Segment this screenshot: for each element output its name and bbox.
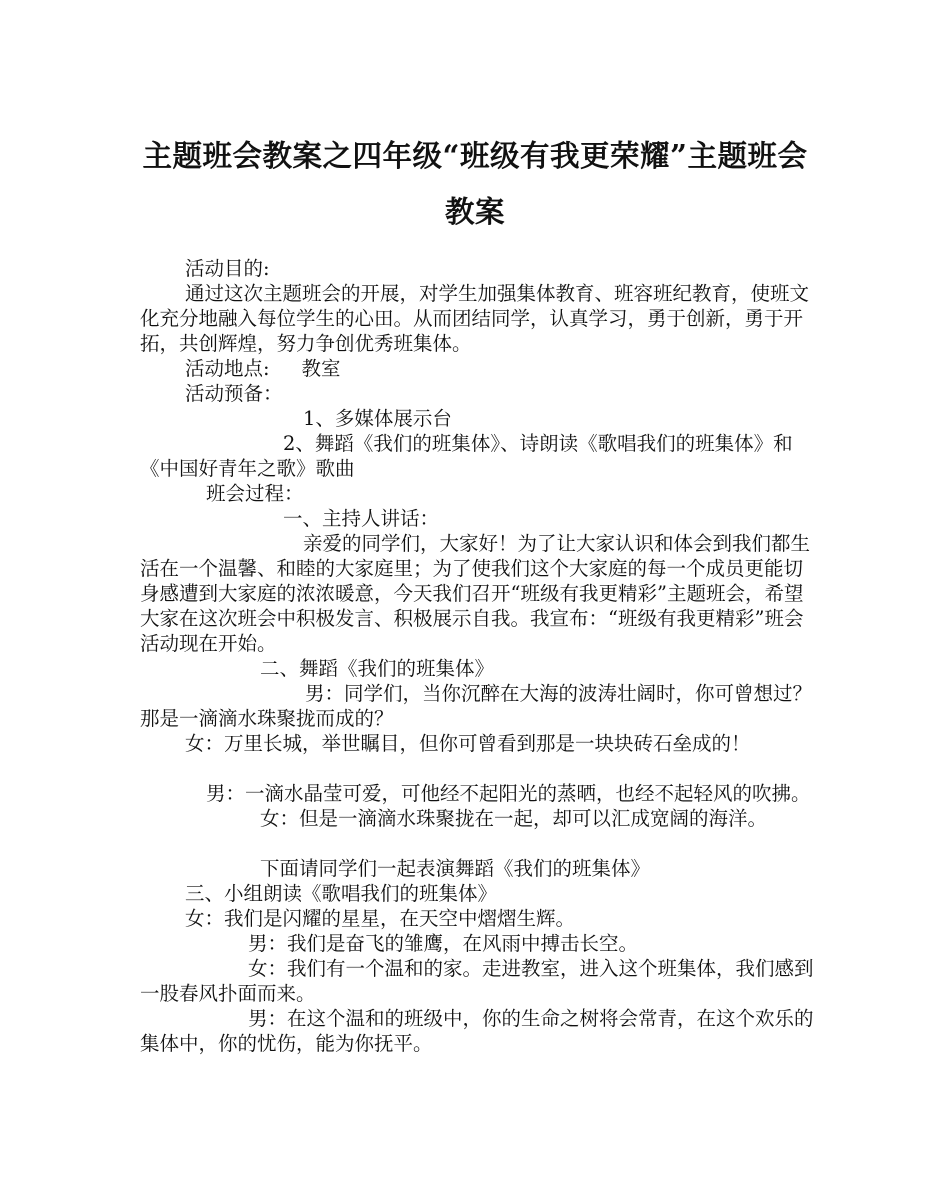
paragraph: 女：我们是闪耀的星星，在天空中熠熠生辉。 — [185, 907, 576, 930]
paragraph: 男：同学们，当你沉醉在大海的波涛壮阔时，你可曾想过？那是一滴滴水珠聚拢而成的？ — [140, 682, 813, 730]
paragraph: 男：我们是奋飞的雏鹰，在风雨中搏击长空。 — [248, 932, 639, 955]
paragraph: 三、小组朗读《歌唱我们的班集体》 — [185, 882, 498, 905]
paragraph: 下面请同学们一起表演舞蹈《我们的班集体》 — [260, 857, 651, 880]
paragraph: 活动目的: — [185, 257, 270, 280]
document-body — [140, 256, 820, 1056]
paragraph: 班会过程： — [206, 482, 304, 505]
paragraph: 2、舞蹈《我们的班集体》、诗朗读《歌唱我们的班集体》和《中国好青年之歌》歌曲 — [140, 432, 793, 480]
paragraph: 一、主持人讲话： — [283, 507, 440, 530]
paragraph: 活动地点: 教室 — [185, 357, 341, 380]
paragraph: 通过这次主题班会的开展，对学生加强集体教育、班容班纪教育，使班文化充分地融入每位学生的心田。从而团结同学，认真学习，勇于创新，勇于开拓，共创辉煌，努力争创优秀班集体。 — [140, 282, 810, 355]
paragraph: 1、多媒体展示台 — [303, 407, 452, 430]
paragraph: 男：一滴水晶莹可爱，可他经不起阳光的蒸晒，也经不起轻风的吹拂。 — [206, 782, 811, 805]
paragraph: 女：万里长城，举世瞩目，但你可曾看到那是一块块砖石垒成的！ — [185, 732, 751, 755]
paragraph: 活动预备： — [185, 382, 283, 405]
paragraph: 女：我们有一个温和的家。走进教室，进入这个班集体，我们感到一股春风扑面而来。 — [140, 957, 814, 1005]
paragraph: 女：但是一滴滴水珠聚拢在一起，却可以汇成宽阔的海洋。 — [260, 807, 768, 830]
document-title: 主题班会教案之四年级“班级有我更荣耀”主题班会教案 — [142, 138, 808, 229]
paragraph: 男：在这个温和的班级中，你的生命之树将会常青，在这个欢乐的集体中，你的忧伤，能为你抚平。 — [140, 1007, 814, 1055]
paragraph: 二、舞蹈《我们的班集体》 — [260, 657, 495, 680]
paragraph: 亲爱的同学们，大家好！为了让大家认识和体会到我们都生活在一个温馨、和睦的大家庭里；为了使我们这个大家庭的每一个成员更能切身感遭到大家庭的浓浓暖意，今天我们召开“班级有我更精彩”主题班会，希望大家在这次班会中积极发言、积极展示自我。我宣布：“班级有我更精彩”班会活动现在开始。 — [140, 532, 811, 655]
